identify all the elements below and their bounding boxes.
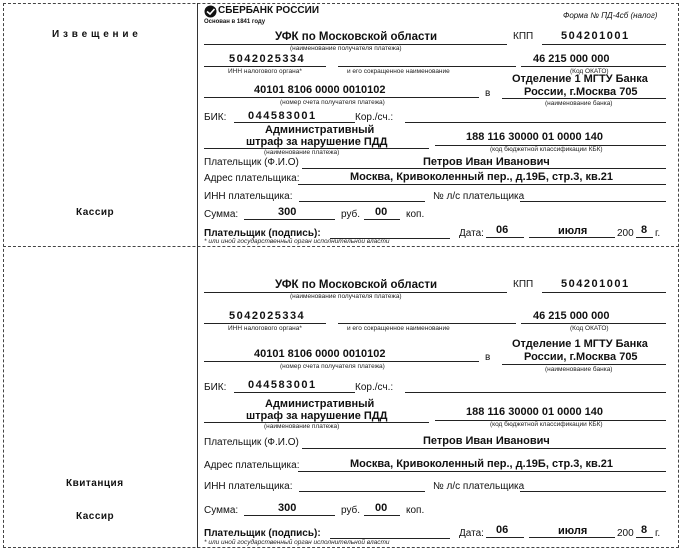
- corr-label: Кор./сч.:: [355, 382, 394, 393]
- bik-value: 044583001: [248, 379, 317, 391]
- receipt-label: Квитанция: [66, 478, 124, 489]
- payer-inn-label: ИНН плательщика:: [204, 481, 293, 492]
- personal-account-label: № л/с плательщика: [433, 481, 525, 492]
- bank-name-line1: Отделение 1 МГТУ Банка: [512, 338, 648, 350]
- kpp-value: 504201001: [561, 278, 630, 290]
- kpp-label: КПП: [513, 279, 534, 290]
- payer-label: Плательщик (Ф.И.О): [204, 437, 299, 448]
- okato-caption: (Код ОКАТО): [570, 325, 609, 332]
- personal-account-label: № л/с плательщика: [433, 191, 525, 202]
- bik-label: БИК:: [204, 382, 227, 393]
- recipient-name: УФК по Московской области: [275, 279, 438, 291]
- sum-rub-value: 300: [278, 502, 297, 514]
- footnote: * или иной государственный орган исполнительной власти: [204, 539, 390, 546]
- bank-founded: Основан в 1841 году: [204, 19, 266, 25]
- okato-value: 46 215 000 000: [533, 53, 610, 65]
- bank-name: СБЕРБАНК РОССИИ: [218, 5, 320, 16]
- corr-label: Кор./сч.:: [355, 112, 394, 123]
- address-value: Москва, Кривоколенный пер., д.19Б, стр.3, кв.21: [350, 171, 614, 183]
- kbk-caption: (код бюджетной классификации КБК): [490, 146, 603, 153]
- signature-label: Плательщик (подпись):: [204, 228, 321, 239]
- rub-label: руб.: [341, 209, 361, 220]
- payer-value: Петров Иван Иванович: [423, 435, 550, 447]
- purpose-line2: штраф за нарушение ПДД: [246, 410, 388, 422]
- payer-label: Плательщик (Ф.И.О): [204, 157, 299, 168]
- account-value: 40101 8106 0000 0010102: [254, 348, 386, 360]
- kop-label: коп.: [406, 505, 425, 516]
- bank-caption: (наименование банка): [545, 100, 613, 107]
- kbk-caption: (код бюджетной классификации КБК): [490, 421, 603, 428]
- date-year-prefix: 200: [617, 228, 634, 239]
- purpose-caption: (наименование платежа): [264, 423, 340, 430]
- signature-label: Плательщик (подпись):: [204, 528, 321, 539]
- column-divider: [197, 3, 198, 548]
- bik-label: БИК:: [204, 112, 227, 123]
- kop-label: коп.: [406, 209, 425, 220]
- date-label: Дата:: [459, 528, 484, 539]
- date-year-suffix: г.: [655, 228, 661, 239]
- bank-caption: (наименование банка): [545, 366, 613, 373]
- footnote: * или иной государственный орган исполнительной власти: [204, 238, 390, 245]
- address-label: Адрес плательщика:: [204, 173, 300, 184]
- date-year-digit: 8: [641, 224, 648, 236]
- recipient-caption: (наименование получателя платежа): [290, 293, 402, 300]
- in-label: в: [485, 88, 491, 99]
- date-year-prefix: 200: [617, 528, 634, 539]
- sberbank-logo-icon: [204, 5, 217, 18]
- short-name-caption: и его сокращенное наименование: [347, 68, 450, 75]
- account-caption: (номер счета получателя платежа): [280, 363, 385, 370]
- notice-label: И з в е щ е н и е: [52, 29, 139, 40]
- kbk-value: 188 116 30000 01 0000 140: [466, 131, 604, 143]
- date-day: 06: [496, 524, 509, 536]
- kpp-label: КПП: [513, 31, 534, 42]
- in-label: в: [485, 352, 491, 363]
- payer-value: Петров Иван Иванович: [423, 156, 550, 168]
- bik-value: 044583001: [248, 110, 317, 122]
- payer-inn-label: ИНН плательщика:: [204, 191, 293, 202]
- bank-name-line2: России, г.Москва 705: [524, 86, 638, 98]
- purpose-line1: Административный: [265, 398, 375, 410]
- sum-label: Сумма:: [204, 505, 239, 516]
- recipient-caption: (наименование получателя платежа): [290, 45, 402, 52]
- short-name-caption: и его сокращенное наименование: [347, 325, 450, 332]
- inn-caption: ИНН налогового органа*: [228, 68, 302, 75]
- date-day: 06: [496, 224, 509, 236]
- date-label: Дата:: [459, 228, 484, 239]
- recipient-name: УФК по Московской области: [275, 31, 438, 43]
- purpose-line1: Административный: [265, 124, 375, 136]
- bank-name-line1: Отделение 1 МГТУ Банка: [512, 73, 648, 85]
- rub-label: руб.: [341, 505, 361, 516]
- sum-rub-value: 300: [278, 206, 297, 218]
- sum-label: Сумма:: [204, 209, 239, 220]
- cashier-label-bottom: Кассир: [76, 511, 115, 522]
- sum-kop-value: 00: [375, 206, 388, 218]
- okato-value: 46 215 000 000: [533, 310, 610, 322]
- inn-value: 5042025334: [229, 53, 306, 65]
- okato-caption: (Код ОКАТО): [570, 68, 609, 75]
- date-year-digit: 8: [641, 524, 648, 536]
- address-value: Москва, Кривоколенный пер., д.19Б, стр.3, кв.21: [350, 458, 614, 470]
- inn-value: 5042025334: [229, 310, 306, 322]
- section-divider: [3, 246, 679, 247]
- purpose-line2: штраф за нарушение ПДД: [246, 136, 388, 148]
- account-value: 40101 8106 0000 0010102: [254, 84, 386, 96]
- kpp-value: 504201001: [561, 30, 630, 42]
- date-month: июля: [558, 225, 588, 237]
- inn-caption: ИНН налогового органа*: [228, 325, 302, 332]
- date-month: июля: [558, 525, 588, 537]
- kbk-value: 188 116 30000 01 0000 140: [466, 406, 604, 418]
- cashier-label-top: Кассир: [76, 207, 115, 218]
- form-code: Форма № ПД-4сб (налог): [563, 11, 658, 20]
- purpose-caption: (наименование платежа): [264, 149, 340, 156]
- sum-kop-value: 00: [375, 502, 388, 514]
- address-label: Адрес плательщика:: [204, 460, 300, 471]
- date-year-suffix: г.: [655, 528, 661, 539]
- bank-name-line2: России, г.Москва 705: [524, 351, 638, 363]
- account-caption: (номер счета получателя платежа): [280, 99, 385, 106]
